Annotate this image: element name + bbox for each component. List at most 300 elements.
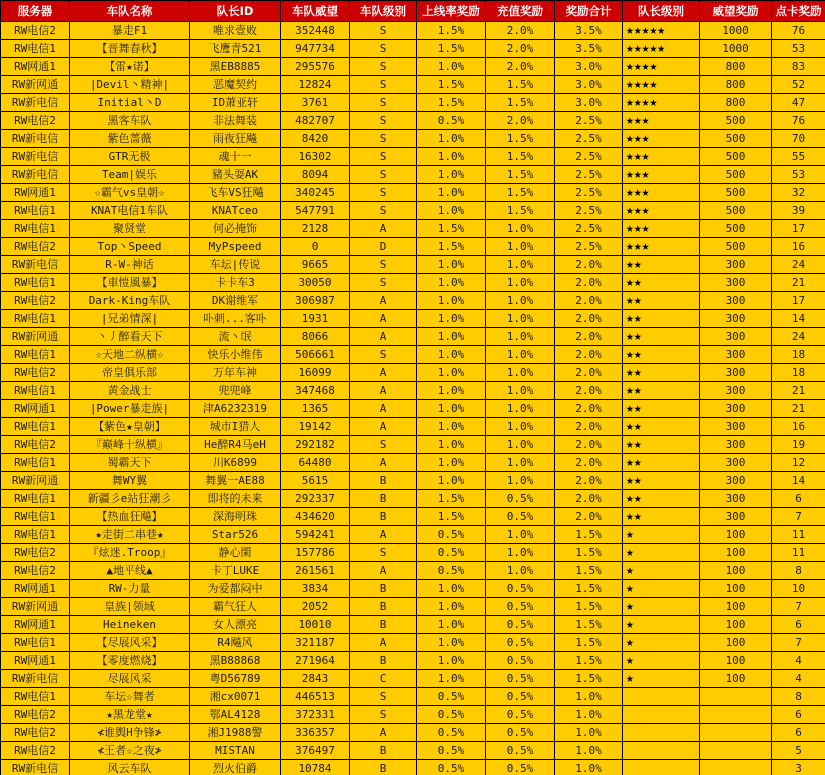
header-captain-id: 队长ID xyxy=(190,1,281,22)
team-name-cell: 蜀霸天下 xyxy=(70,454,190,472)
captain-level-cell: ★★★ xyxy=(623,184,700,202)
reward-total-cell: 1.0% xyxy=(555,688,623,706)
online-reward-cell: 0.5% xyxy=(417,742,486,760)
captain-level-cell: ★★★★★ xyxy=(623,22,700,40)
prestige-reward-cell: 300 xyxy=(700,490,772,508)
table-row xyxy=(1,472,825,490)
prestige-reward-cell: 500 xyxy=(700,220,772,238)
captain-id-cell: 女人漂亮 xyxy=(190,616,281,634)
server-cell: RW新电信 xyxy=(1,760,70,775)
prestige-reward-cell: 100 xyxy=(700,670,772,688)
team-level-cell: S xyxy=(350,94,417,112)
header-row xyxy=(1,1,825,22)
team-name-cell: |Devil丶精神| xyxy=(70,76,190,94)
recharge-reward-cell: 1.0% xyxy=(486,310,555,328)
captain-id-cell: 鄂AL4128 xyxy=(190,706,281,724)
prestige-cell: 376497 xyxy=(281,742,350,760)
captain-level-cell: ★★★★ xyxy=(623,76,700,94)
reward-total-cell: 2.0% xyxy=(555,400,623,418)
recharge-reward-cell: 0.5% xyxy=(486,598,555,616)
reward-total-cell: 2.0% xyxy=(555,364,623,382)
prestige-reward-cell: 300 xyxy=(700,364,772,382)
prestige-cell: 9665 xyxy=(281,256,350,274)
point-card-reward-cell: 6 xyxy=(772,616,825,634)
reward-total-cell: 2.5% xyxy=(555,202,623,220)
prestige-reward-cell: 500 xyxy=(700,166,772,184)
captain-id-cell: He醉R4马eH xyxy=(190,436,281,454)
prestige-reward-cell: 800 xyxy=(700,94,772,112)
reward-total-cell: 1.5% xyxy=(555,580,623,598)
point-card-reward-cell: 19 xyxy=(772,436,825,454)
table-row xyxy=(1,202,825,220)
point-card-reward-cell: 76 xyxy=(772,22,825,40)
prestige-reward-cell: 500 xyxy=(700,130,772,148)
server-cell: RW电信1 xyxy=(1,490,70,508)
prestige-reward-cell: 100 xyxy=(700,562,772,580)
team-name-cell: |兄弟情深| xyxy=(70,310,190,328)
prestige-reward-cell: 1000 xyxy=(700,22,772,40)
prestige-reward-cell: 800 xyxy=(700,58,772,76)
table-row xyxy=(1,256,825,274)
captain-id-cell: 黑EB8885 xyxy=(190,58,281,76)
table-row xyxy=(1,274,825,292)
prestige-cell: 336357 xyxy=(281,724,350,742)
captain-level-cell: ★★★★ xyxy=(623,58,700,76)
captain-level-cell: ★★ xyxy=(623,400,700,418)
captain-level-cell: ★★★ xyxy=(623,202,700,220)
recharge-reward-cell: 1.0% xyxy=(486,328,555,346)
team-name-cell: 风云车队 xyxy=(70,760,190,775)
team-level-cell: C xyxy=(350,670,417,688)
prestige-reward-cell: 500 xyxy=(700,202,772,220)
server-cell: RW电信1 xyxy=(1,382,70,400)
team-name-cell: Dark-King车队 xyxy=(70,292,190,310)
server-cell: RW电信2 xyxy=(1,742,70,760)
table-row xyxy=(1,364,825,382)
captain-level-cell: ★★★ xyxy=(623,238,700,256)
table-row xyxy=(1,490,825,508)
recharge-reward-cell: 1.0% xyxy=(486,256,555,274)
point-card-reward-cell: 21 xyxy=(772,400,825,418)
captain-id-cell: 黑B88868 xyxy=(190,652,281,670)
prestige-cell: 8066 xyxy=(281,328,350,346)
prestige-cell: 947734 xyxy=(281,40,350,58)
reward-total-cell: 1.5% xyxy=(555,598,623,616)
recharge-reward-cell: 0.5% xyxy=(486,670,555,688)
captain-level-cell: ★★ xyxy=(623,382,700,400)
server-cell: RW电信2 xyxy=(1,436,70,454)
prestige-cell: 1365 xyxy=(281,400,350,418)
reward-total-cell: 1.5% xyxy=(555,670,623,688)
server-cell: RW电信2 xyxy=(1,292,70,310)
header-team-name: 车队名称 xyxy=(70,1,190,22)
prestige-reward-cell: 500 xyxy=(700,148,772,166)
reward-total-cell: 3.5% xyxy=(555,22,623,40)
recharge-reward-cell: 1.5% xyxy=(486,148,555,166)
prestige-cell: 306987 xyxy=(281,292,350,310)
prestige-cell: 157786 xyxy=(281,544,350,562)
captain-id-cell: 卡丁LUKE xyxy=(190,562,281,580)
recharge-reward-cell: 1.0% xyxy=(486,238,555,256)
table-row xyxy=(1,454,825,472)
recharge-reward-cell: 0.5% xyxy=(486,490,555,508)
team-level-cell: A xyxy=(350,454,417,472)
table-row xyxy=(1,598,825,616)
table-row xyxy=(1,652,825,670)
prestige-reward-cell: 300 xyxy=(700,382,772,400)
prestige-cell: 3834 xyxy=(281,580,350,598)
point-card-reward-cell: 55 xyxy=(772,148,825,166)
online-reward-cell: 0.5% xyxy=(417,724,486,742)
reward-total-cell: 2.5% xyxy=(555,184,623,202)
reward-total-cell: 1.5% xyxy=(555,652,623,670)
table-row xyxy=(1,382,825,400)
captain-level-cell: ★★ xyxy=(623,328,700,346)
server-cell: RW新电信 xyxy=(1,670,70,688)
prestige-cell: 547791 xyxy=(281,202,350,220)
captain-id-cell: 非法舞装 xyxy=(190,112,281,130)
point-card-reward-cell: 83 xyxy=(772,58,825,76)
server-cell: RW电信1 xyxy=(1,454,70,472)
online-reward-cell: 1.5% xyxy=(417,220,486,238)
captain-id-cell: 何必掩饰 xyxy=(190,220,281,238)
server-cell: RW电信2 xyxy=(1,724,70,742)
captain-level-cell: ★★ xyxy=(623,364,700,382)
point-card-reward-cell: 24 xyxy=(772,256,825,274)
team-level-cell: S xyxy=(350,166,417,184)
online-reward-cell: 1.5% xyxy=(417,22,486,40)
captain-id-cell: 霸气狂人 xyxy=(190,598,281,616)
reward-total-cell: 2.5% xyxy=(555,112,623,130)
prestige-reward-cell: 300 xyxy=(700,472,772,490)
team-level-cell: S xyxy=(350,202,417,220)
captain-level-cell: ★ xyxy=(623,652,700,670)
prestige-cell: 64480 xyxy=(281,454,350,472)
server-cell: RW新电信 xyxy=(1,130,70,148)
table-row xyxy=(1,310,825,328)
online-reward-cell: 1.0% xyxy=(417,274,486,292)
reward-total-cell: 1.0% xyxy=(555,742,623,760)
captain-level-cell: ★★★ xyxy=(623,130,700,148)
reward-total-cell: 2.0% xyxy=(555,490,623,508)
online-reward-cell: 0.5% xyxy=(417,706,486,724)
point-card-reward-cell: 3 xyxy=(772,760,825,775)
online-reward-cell: 1.0% xyxy=(417,580,486,598)
server-cell: RW电信1 xyxy=(1,202,70,220)
reward-total-cell: 2.0% xyxy=(555,292,623,310)
server-cell: RW新网通 xyxy=(1,472,70,490)
server-cell: RW电信1 xyxy=(1,274,70,292)
team-level-cell: S xyxy=(350,706,417,724)
team-name-cell: 黄金战士 xyxy=(70,382,190,400)
point-card-reward-cell: 12 xyxy=(772,454,825,472)
captain-level-cell xyxy=(623,688,700,706)
captain-level-cell: ★ xyxy=(623,562,700,580)
prestige-reward-cell xyxy=(700,688,772,706)
table-row xyxy=(1,292,825,310)
online-reward-cell: 1.0% xyxy=(417,310,486,328)
prestige-cell: 8420 xyxy=(281,130,350,148)
reward-total-cell: 1.5% xyxy=(555,634,623,652)
reward-total-cell: 2.5% xyxy=(555,238,623,256)
captain-id-cell: KNATceo xyxy=(190,202,281,220)
prestige-cell: 321187 xyxy=(281,634,350,652)
prestige-cell: 292182 xyxy=(281,436,350,454)
team-name-cell: 【晋舞春秋】 xyxy=(70,40,190,58)
point-card-reward-cell: 32 xyxy=(772,184,825,202)
captain-id-cell: 城市I猎人 xyxy=(190,418,281,436)
reward-total-cell: 2.5% xyxy=(555,148,623,166)
team-level-cell: S xyxy=(350,346,417,364)
table-row xyxy=(1,706,825,724)
table-row xyxy=(1,76,825,94)
prestige-reward-cell: 100 xyxy=(700,598,772,616)
server-cell: RW新电信 xyxy=(1,256,70,274)
captain-id-cell: 粤D56789 xyxy=(190,670,281,688)
header-server: 服务器 xyxy=(1,1,70,22)
server-cell: RW电信2 xyxy=(1,112,70,130)
prestige-reward-cell: 300 xyxy=(700,400,772,418)
point-card-reward-cell: 17 xyxy=(772,292,825,310)
team-name-cell: 『巅峰十纵横』 xyxy=(70,436,190,454)
prestige-cell: 340245 xyxy=(281,184,350,202)
prestige-reward-cell: 500 xyxy=(700,184,772,202)
server-cell: RW网通1 xyxy=(1,652,70,670)
prestige-cell: 10010 xyxy=(281,616,350,634)
team-level-cell: A xyxy=(350,634,417,652)
prestige-reward-cell: 500 xyxy=(700,112,772,130)
online-reward-cell: 1.0% xyxy=(417,400,486,418)
team-name-cell: 黑客车队 xyxy=(70,112,190,130)
point-card-reward-cell: 14 xyxy=(772,310,825,328)
header-reward-total: 奖励合计 xyxy=(555,1,623,22)
captain-level-cell: ★★★ xyxy=(623,220,700,238)
table-row xyxy=(1,184,825,202)
recharge-reward-cell: 1.0% xyxy=(486,544,555,562)
prestige-cell: 8094 xyxy=(281,166,350,184)
captain-id-cell: ID萧亚轩 xyxy=(190,94,281,112)
reward-total-cell: 2.0% xyxy=(555,274,623,292)
team-name-cell: ▲地平线▲ xyxy=(70,562,190,580)
team-name-cell: 帝皇俱乐部 xyxy=(70,364,190,382)
team-level-cell: A xyxy=(350,328,417,346)
point-card-reward-cell: 14 xyxy=(772,472,825,490)
captain-level-cell xyxy=(623,724,700,742)
online-reward-cell: 1.0% xyxy=(417,418,486,436)
recharge-reward-cell: 1.5% xyxy=(486,166,555,184)
recharge-reward-cell: 2.0% xyxy=(486,112,555,130)
point-card-reward-cell: 52 xyxy=(772,76,825,94)
server-cell: RW新电信 xyxy=(1,94,70,112)
online-reward-cell: 1.0% xyxy=(417,328,486,346)
online-reward-cell: 1.0% xyxy=(417,472,486,490)
recharge-reward-cell: 1.0% xyxy=(486,346,555,364)
recharge-reward-cell: 1.0% xyxy=(486,436,555,454)
team-name-cell: 新疆彡e站狂潮彡 xyxy=(70,490,190,508)
point-card-reward-cell: 24 xyxy=(772,328,825,346)
recharge-reward-cell: 0.5% xyxy=(486,706,555,724)
table-row xyxy=(1,238,825,256)
prestige-reward-cell: 300 xyxy=(700,454,772,472)
recharge-reward-cell: 2.0% xyxy=(486,58,555,76)
table-body xyxy=(1,22,825,775)
prestige-reward-cell: 100 xyxy=(700,544,772,562)
team-name-cell: 【零度燃烧】 xyxy=(70,652,190,670)
team-name-cell: ★走街二串巷★ xyxy=(70,526,190,544)
team-name-cell: 聚贤堂 xyxy=(70,220,190,238)
table-row xyxy=(1,670,825,688)
recharge-reward-cell: 0.5% xyxy=(486,724,555,742)
reward-total-cell: 2.5% xyxy=(555,130,623,148)
online-reward-cell: 1.0% xyxy=(417,292,486,310)
captain-level-cell: ★ xyxy=(623,670,700,688)
header-captain-level: 队长级别 xyxy=(623,1,700,22)
point-card-reward-cell: 53 xyxy=(772,166,825,184)
recharge-reward-cell: 1.0% xyxy=(486,526,555,544)
point-card-reward-cell: 7 xyxy=(772,634,825,652)
captain-level-cell: ★★ xyxy=(623,274,700,292)
prestige-cell: 1931 xyxy=(281,310,350,328)
recharge-reward-cell: 0.5% xyxy=(486,688,555,706)
online-reward-cell: 1.0% xyxy=(417,58,486,76)
team-level-cell: S xyxy=(350,184,417,202)
team-name-cell: Initial丶D xyxy=(70,94,190,112)
point-card-reward-cell: 21 xyxy=(772,274,825,292)
table-row xyxy=(1,58,825,76)
recharge-reward-cell: 0.5% xyxy=(486,580,555,598)
team-level-cell: S xyxy=(350,58,417,76)
team-name-cell: 紫色蔷薇 xyxy=(70,130,190,148)
captain-level-cell: ★ xyxy=(623,634,700,652)
server-cell: RW电信1 xyxy=(1,346,70,364)
online-reward-cell: 1.0% xyxy=(417,148,486,166)
prestige-cell: 292337 xyxy=(281,490,350,508)
team-level-cell: S xyxy=(350,40,417,58)
captain-id-cell: 卡卡车3 xyxy=(190,274,281,292)
team-level-cell: S xyxy=(350,148,417,166)
team-level-cell: S xyxy=(350,544,417,562)
prestige-reward-cell xyxy=(700,706,772,724)
team-level-cell: A xyxy=(350,382,417,400)
online-reward-cell: 1.0% xyxy=(417,652,486,670)
table-row xyxy=(1,130,825,148)
prestige-cell: 0 xyxy=(281,238,350,256)
team-name-cell: 皇族|领域 xyxy=(70,598,190,616)
prestige-reward-cell xyxy=(700,760,772,775)
server-cell: RW电信2 xyxy=(1,238,70,256)
team-level-cell: S xyxy=(350,112,417,130)
server-cell: RW电信2 xyxy=(1,562,70,580)
table-row xyxy=(1,688,825,706)
reward-total-cell: 2.0% xyxy=(555,436,623,454)
team-name-cell: 车坛☆舞者 xyxy=(70,688,190,706)
prestige-cell: 482707 xyxy=(281,112,350,130)
captain-id-cell: 湘cx0071 xyxy=(190,688,281,706)
point-card-reward-cell: 4 xyxy=(772,652,825,670)
team-name-cell: 舞WY翼 xyxy=(70,472,190,490)
online-reward-cell: 1.5% xyxy=(417,238,486,256)
captain-level-cell: ★★ xyxy=(623,292,700,310)
team-level-cell: B xyxy=(350,490,417,508)
online-reward-cell: 1.0% xyxy=(417,364,486,382)
server-cell: RW电信1 xyxy=(1,220,70,238)
captain-id-cell: 兜兜峰 xyxy=(190,382,281,400)
team-name-cell: ≮王者☆之夜≯ xyxy=(70,742,190,760)
point-card-reward-cell: 6 xyxy=(772,724,825,742)
team-level-cell: B xyxy=(350,508,417,526)
team-name-cell: ★黑龙堂★ xyxy=(70,706,190,724)
table-row xyxy=(1,742,825,760)
point-card-reward-cell: 8 xyxy=(772,562,825,580)
captain-id-cell: 卟刺...客卟 xyxy=(190,310,281,328)
table-row xyxy=(1,508,825,526)
table-row xyxy=(1,328,825,346)
captain-id-cell: 舞翼一AE88 xyxy=(190,472,281,490)
captain-id-cell: 静心閑 xyxy=(190,544,281,562)
team-name-cell: 尽展风采 xyxy=(70,670,190,688)
captain-level-cell: ★★ xyxy=(623,472,700,490)
online-reward-cell: 1.5% xyxy=(417,490,486,508)
recharge-reward-cell: 1.0% xyxy=(486,220,555,238)
table-row xyxy=(1,526,825,544)
online-reward-cell: 1.0% xyxy=(417,184,486,202)
captain-level-cell: ★★★★ xyxy=(623,94,700,112)
prestige-cell: 352448 xyxy=(281,22,350,40)
point-card-reward-cell: 70 xyxy=(772,130,825,148)
recharge-reward-cell: 0.5% xyxy=(486,616,555,634)
reward-total-cell: 2.0% xyxy=(555,508,623,526)
point-card-reward-cell: 53 xyxy=(772,40,825,58)
reward-total-cell: 2.0% xyxy=(555,256,623,274)
server-cell: RW电信1 xyxy=(1,40,70,58)
prestige-reward-cell: 300 xyxy=(700,418,772,436)
server-cell: RW新电信 xyxy=(1,166,70,184)
prestige-reward-cell: 100 xyxy=(700,616,772,634)
point-card-reward-cell: 39 xyxy=(772,202,825,220)
team-name-cell: 【尽展风采】 xyxy=(70,634,190,652)
captain-id-cell: 流丶氓 xyxy=(190,328,281,346)
captain-id-cell: R4飚风 xyxy=(190,634,281,652)
header-prestige-reward: 威望奖励 xyxy=(700,1,772,22)
reward-total-cell: 1.5% xyxy=(555,616,623,634)
table-row xyxy=(1,544,825,562)
captain-id-cell: 万年车神 xyxy=(190,364,281,382)
table-row xyxy=(1,220,825,238)
reward-total-cell: 1.5% xyxy=(555,544,623,562)
point-card-reward-cell: 18 xyxy=(772,346,825,364)
recharge-reward-cell: 1.0% xyxy=(486,454,555,472)
prestige-cell: 434620 xyxy=(281,508,350,526)
captain-id-cell: 烈火伯爵 xyxy=(190,760,281,775)
recharge-reward-cell: 1.0% xyxy=(486,562,555,580)
online-reward-cell: 1.5% xyxy=(417,94,486,112)
header-team-prestige: 车队威望 xyxy=(281,1,350,22)
reward-total-cell: 2.5% xyxy=(555,220,623,238)
team-level-cell: B xyxy=(350,472,417,490)
reward-total-cell: 3.5% xyxy=(555,40,623,58)
captain-level-cell: ★★ xyxy=(623,454,700,472)
prestige-reward-cell: 1000 xyxy=(700,40,772,58)
reward-total-cell: 1.0% xyxy=(555,724,623,742)
recharge-reward-cell: 0.5% xyxy=(486,634,555,652)
prestige-cell: 2052 xyxy=(281,598,350,616)
prestige-cell: 16302 xyxy=(281,148,350,166)
online-reward-cell: 1.0% xyxy=(417,598,486,616)
reward-total-cell: 3.0% xyxy=(555,58,623,76)
captain-level-cell: ★★★ xyxy=(623,148,700,166)
header-point-card-reward: 点卡奖励 xyxy=(772,1,825,22)
prestige-reward-cell: 100 xyxy=(700,634,772,652)
